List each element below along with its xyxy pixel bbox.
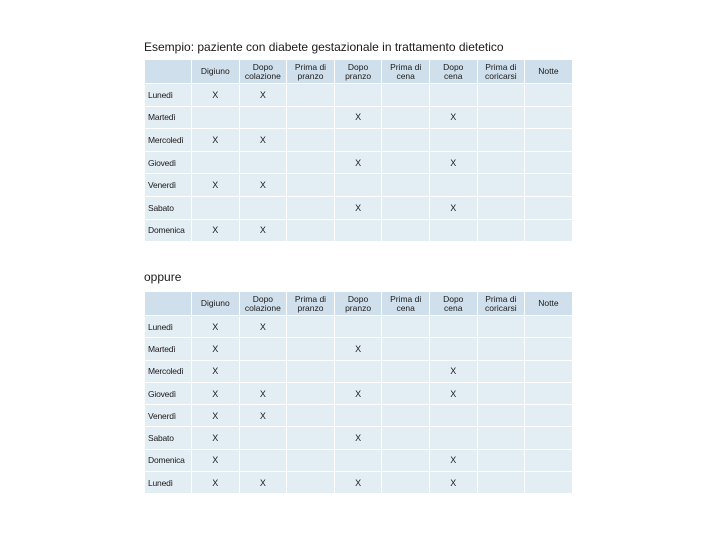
day-label: Venerdì <box>145 405 192 427</box>
schedule-cell: X <box>429 360 477 382</box>
day-label: Martedì <box>145 106 192 129</box>
schedule-cell: X <box>192 472 240 494</box>
schedule-cell <box>429 338 477 360</box>
schedule-cell: X <box>429 382 477 404</box>
schedule-cell: X <box>429 472 477 494</box>
schedule-cell <box>525 382 573 404</box>
schedule-cell <box>525 360 573 382</box>
schedule-cell <box>287 449 335 471</box>
schedule-cell <box>382 382 430 404</box>
header-prima-di-pranzo: Prima di pranzo <box>287 292 335 316</box>
schedule-cell <box>477 84 525 107</box>
table-row <box>145 219 573 242</box>
day-label: Domenica <box>145 219 192 242</box>
schedule-cell: X <box>192 405 240 427</box>
header-prima-di-pranzo: Prima di pranzo <box>287 60 335 84</box>
schedule-cell <box>382 84 430 107</box>
table-row <box>145 405 573 427</box>
glucose-schedule-table-1 <box>144 59 573 242</box>
schedule-cell <box>477 219 525 242</box>
schedule-cell <box>477 382 525 404</box>
schedule-cell <box>287 219 335 242</box>
schedule-cell <box>334 174 382 197</box>
schedule-cell: X <box>239 405 287 427</box>
schedule-cell: X <box>192 382 240 404</box>
schedule-cell <box>334 360 382 382</box>
schedule-cell <box>334 219 382 242</box>
schedule-cell <box>382 106 430 129</box>
schedule-cell <box>525 84 573 107</box>
day-label: Mercoledì <box>145 129 192 152</box>
schedule-cell <box>382 360 430 382</box>
caption-alternative: oppure <box>144 270 182 284</box>
schedule-cell <box>382 316 430 338</box>
schedule-cell: X <box>334 106 382 129</box>
schedule-cell <box>287 84 335 107</box>
table-row <box>145 449 573 471</box>
schedule-cell <box>239 338 287 360</box>
schedule-cell: X <box>334 196 382 219</box>
table-row <box>145 196 573 219</box>
schedule-cell <box>525 449 573 471</box>
header-row <box>145 60 573 84</box>
schedule-cell: X <box>192 360 240 382</box>
header-corner <box>145 60 192 84</box>
table-row <box>145 151 573 174</box>
schedule-cell <box>525 129 573 152</box>
schedule-cell <box>429 174 477 197</box>
header-digiuno: Digiuno <box>192 60 240 84</box>
schedule-cell <box>477 196 525 219</box>
schedule-cell <box>239 360 287 382</box>
header-prima-di-coricarsi: Prima di coricarsi <box>477 60 525 84</box>
schedule-cell <box>429 427 477 449</box>
glucose-schedule-table-2 <box>144 291 573 494</box>
schedule-cell <box>477 449 525 471</box>
header-dopo-cena: Dopo cena <box>429 60 477 84</box>
schedule-cell: X <box>239 129 287 152</box>
schedule-cell <box>477 106 525 129</box>
schedule-cell <box>287 338 335 360</box>
schedule-cell: X <box>334 382 382 404</box>
schedule-cell: X <box>192 129 240 152</box>
schedule-cell <box>334 129 382 152</box>
schedule-cell: X <box>429 106 477 129</box>
day-label: Lunedì <box>145 316 192 338</box>
header-prima-di-cena: Prima di cena <box>382 292 430 316</box>
schedule-cell: X <box>192 174 240 197</box>
schedule-cell <box>525 106 573 129</box>
schedule-cell: X <box>239 472 287 494</box>
table-row <box>145 427 573 449</box>
schedule-cell <box>429 129 477 152</box>
schedule-cell <box>287 106 335 129</box>
schedule-cell: X <box>192 427 240 449</box>
schedule-cell: X <box>239 382 287 404</box>
schedule-cell: X <box>334 151 382 174</box>
header-prima-di-coricarsi: Prima di coricarsi <box>477 292 525 316</box>
schedule-cell <box>334 449 382 471</box>
schedule-cell <box>382 405 430 427</box>
schedule-cell <box>429 219 477 242</box>
schedule-cell <box>525 427 573 449</box>
schedule-cell <box>525 219 573 242</box>
table-row <box>145 106 573 129</box>
schedule-cell <box>334 316 382 338</box>
schedule-cell <box>525 151 573 174</box>
schedule-cell <box>239 449 287 471</box>
schedule-cell <box>477 316 525 338</box>
table-row <box>145 129 573 152</box>
day-label: Giovedì <box>145 151 192 174</box>
header-dopo-colazione: Dopo colazione <box>239 292 287 316</box>
schedule-cell: X <box>192 449 240 471</box>
schedule-cell <box>525 338 573 360</box>
schedule-cell: X <box>429 449 477 471</box>
schedule-cell <box>382 174 430 197</box>
schedule-cell: X <box>192 219 240 242</box>
schedule-cell <box>382 151 430 174</box>
schedule-cell <box>525 196 573 219</box>
table-row <box>145 360 573 382</box>
table-row <box>145 174 573 197</box>
schedule-cell <box>525 174 573 197</box>
schedule-cell <box>429 316 477 338</box>
schedule-cell: X <box>239 174 287 197</box>
caption-example: Esempio: paziente con diabete gestazionale in trattamento dietetico <box>144 40 504 54</box>
schedule-cell <box>382 449 430 471</box>
schedule-cell: X <box>429 196 477 219</box>
schedule-cell: X <box>334 427 382 449</box>
schedule-cell: X <box>239 219 287 242</box>
day-label: Lunedì <box>145 84 192 107</box>
schedule-cell <box>287 316 335 338</box>
schedule-cell <box>287 472 335 494</box>
header-dopo-colazione: Dopo colazione <box>239 60 287 84</box>
header-row <box>145 292 573 316</box>
schedule-cell <box>382 129 430 152</box>
day-label: Venerdì <box>145 174 192 197</box>
schedule-cell <box>429 405 477 427</box>
day-label: Lunedì <box>145 472 192 494</box>
schedule-cell <box>192 151 240 174</box>
schedule-cell <box>382 472 430 494</box>
day-label: Mercoledì <box>145 360 192 382</box>
schedule-cell <box>477 427 525 449</box>
table-row <box>145 84 573 107</box>
day-label: Domenica <box>145 449 192 471</box>
schedule-cell <box>287 360 335 382</box>
schedule-cell <box>287 405 335 427</box>
header-dopo-cena: Dopo cena <box>429 292 477 316</box>
schedule-cell: X <box>192 338 240 360</box>
schedule-cell <box>477 360 525 382</box>
schedule-cell: X <box>429 151 477 174</box>
schedule-cell <box>525 405 573 427</box>
table-row <box>145 338 573 360</box>
schedule-cell <box>477 174 525 197</box>
schedule-cell <box>525 316 573 338</box>
table-row <box>145 316 573 338</box>
schedule-cell <box>192 106 240 129</box>
schedule-cell <box>525 472 573 494</box>
schedule-cell <box>287 196 335 219</box>
schedule-cell <box>287 427 335 449</box>
header-corner <box>145 292 192 316</box>
day-label: Martedì <box>145 338 192 360</box>
schedule-cell <box>477 405 525 427</box>
header-dopo-pranzo: Dopo pranzo <box>334 292 382 316</box>
table-row <box>145 472 573 494</box>
schedule-cell: X <box>192 316 240 338</box>
table-row <box>145 382 573 404</box>
day-label: Sabato <box>145 427 192 449</box>
schedule-cell <box>239 427 287 449</box>
schedule-cell <box>287 174 335 197</box>
schedule-cell <box>477 129 525 152</box>
header-notte: Notte <box>525 60 573 84</box>
schedule-cell <box>239 196 287 219</box>
day-label: Giovedì <box>145 382 192 404</box>
schedule-cell <box>477 151 525 174</box>
schedule-cell <box>287 151 335 174</box>
schedule-cell <box>334 84 382 107</box>
schedule-cell <box>477 472 525 494</box>
schedule-cell <box>239 106 287 129</box>
header-notte: Notte <box>525 292 573 316</box>
schedule-cell <box>429 84 477 107</box>
day-label: Sabato <box>145 196 192 219</box>
schedule-cell: X <box>192 84 240 107</box>
schedule-cell <box>239 151 287 174</box>
schedule-cell <box>287 382 335 404</box>
schedule-cell <box>287 129 335 152</box>
schedule-cell <box>382 427 430 449</box>
header-prima-di-cena: Prima di cena <box>382 60 430 84</box>
header-dopo-pranzo: Dopo pranzo <box>334 60 382 84</box>
schedule-cell <box>382 196 430 219</box>
schedule-cell <box>382 338 430 360</box>
header-digiuno: Digiuno <box>192 292 240 316</box>
schedule-cell <box>334 405 382 427</box>
schedule-cell <box>382 219 430 242</box>
schedule-cell <box>192 196 240 219</box>
schedule-cell: X <box>239 84 287 107</box>
schedule-cell: X <box>334 472 382 494</box>
schedule-cell <box>477 338 525 360</box>
schedule-cell: X <box>334 338 382 360</box>
schedule-cell: X <box>239 316 287 338</box>
